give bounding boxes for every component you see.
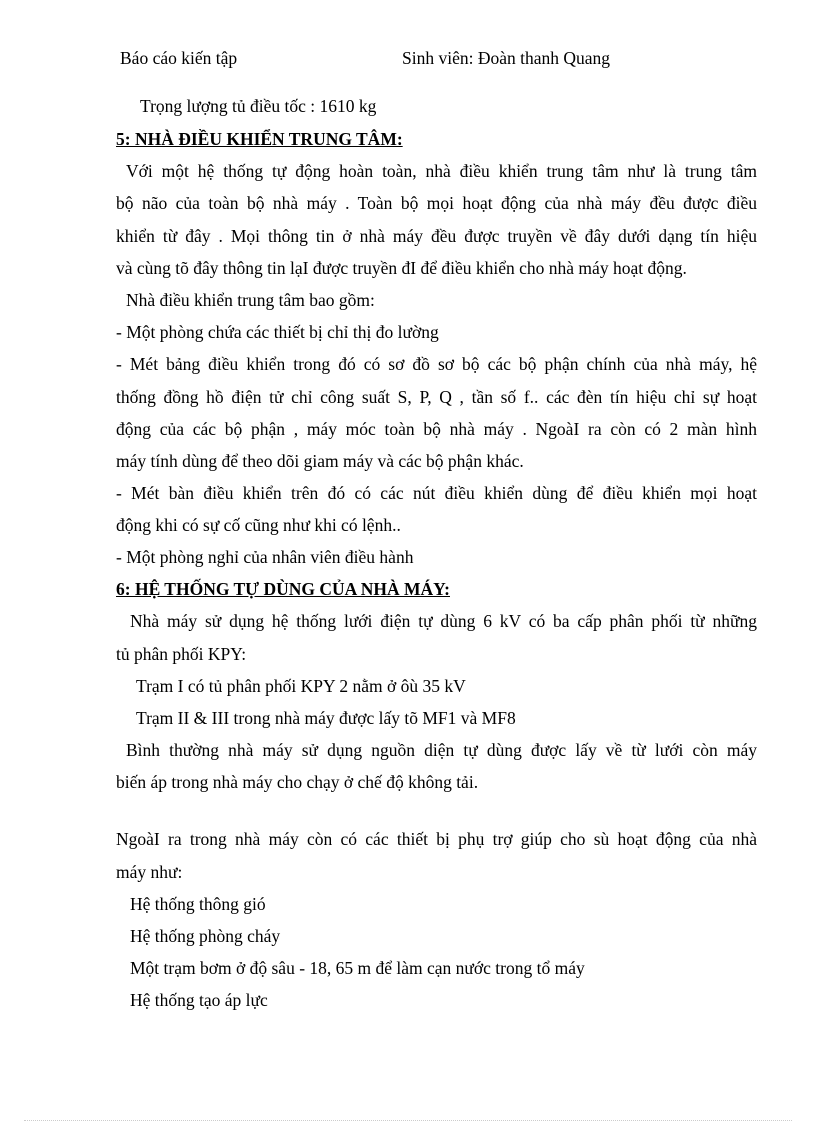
list-item-continuation: máy tính dùng để theo dõi giam máy và các bộ phận khác. [116, 451, 524, 471]
equipment-item: Hệ thống tạo áp lực [130, 990, 268, 1010]
list-item-continuation: thống đồng hồ điện tử chỉ công suất S, P, Q , tần số f.. các đèn tín hiệu chỉ sự hoạt [116, 387, 757, 407]
paragraph-line: bộ não của toàn bộ nhà máy . Toàn bộ mọi hoạt động của nhà máy đều được điều [116, 193, 757, 213]
list-item: - Một phòng nghỉ của nhân viên điều hành [116, 547, 414, 567]
paragraph-line: và cùng tõ đây thông tin lạI được truyền đI để điều khiển cho nhà máy hoạt động. [116, 258, 687, 278]
header-report-title: Báo cáo kiến tập [120, 48, 238, 68]
list-item-continuation: động khi có sự cố cũng như khi có lệnh.. [116, 515, 401, 535]
list-item: - Mét bàn điều khiển trên đó có các nút điều khiển dùng để điều khiển mọi hoạt [116, 483, 757, 503]
section-6-heading: 6: HỆ THỐNG TỰ DÙNG CỦA NHÀ MÁY: [116, 579, 450, 599]
page-bottom-divider [24, 1120, 792, 1121]
equipment-item: Hệ thống phòng cháy [130, 926, 281, 946]
paragraph-line: biến áp trong nhà máy cho chạy ở chế độ không tải. [116, 772, 479, 792]
section-5-heading: 5: NHÀ ĐIỀU KHIỂN TRUNG TÂM: [116, 129, 403, 149]
paragraph-line: NgoàI ra trong nhà máy còn có các thiết bị phụ trợ giúp cho sù hoạt động của nhà [116, 829, 757, 849]
paragraph-line: tủ phân phối KPY: [116, 644, 247, 664]
list-intro: Nhà điều khiển trung tâm bao gồm: [126, 290, 375, 310]
paragraph-line: Bình thường nhà máy sử dụng nguồn diện tự dùng được lấy về từ lưới còn máy [126, 740, 757, 760]
station-item: Trạm I có tủ phân phối KPY 2 nằm ở ôù 35 kV [136, 676, 466, 696]
equipment-item: Hệ thống thông gió [130, 894, 266, 914]
page-header [120, 48, 760, 72]
line-weight: Trọng lượng tủ điều tốc : 1610 kg [140, 96, 377, 116]
station-item: Trạm II & III trong nhà máy được lấy tõ MF1 và MF8 [136, 708, 516, 728]
paragraph-line: khiển từ đây . Mọi thông tin ở nhà máy đều được truyền về đây dưới dạng tín hiệu [116, 226, 757, 246]
paragraph-line: Với một hệ thống tự động hoàn toàn, nhà điều khiển trung tâm như là trung tâm [126, 161, 757, 181]
equipment-item: Một trạm bơm ở độ sâu - 18, 65 m để làm cạn nước trong tổ máy [130, 958, 585, 978]
paragraph-line: Nhà máy sử dụng hệ thống lưới điện tự dùng 6 kV có ba cấp phân phối từ những [130, 611, 757, 631]
list-item: - Mét bảng điều khiển trong đó có sơ đồ sơ bộ các bộ phận chính của nhà máy, hệ [116, 354, 757, 374]
list-item-continuation: động của các bộ phận , máy móc toàn bộ nhà máy . NgoàI ra còn có 2 màn hình [116, 419, 757, 439]
list-item: - Một phòng chứa các thiết bị chỉ thị đo lường [116, 322, 439, 342]
header-student-name: Sinh viên: Đoàn thanh Quang [402, 48, 611, 68]
paragraph-line: máy như: [116, 862, 183, 882]
